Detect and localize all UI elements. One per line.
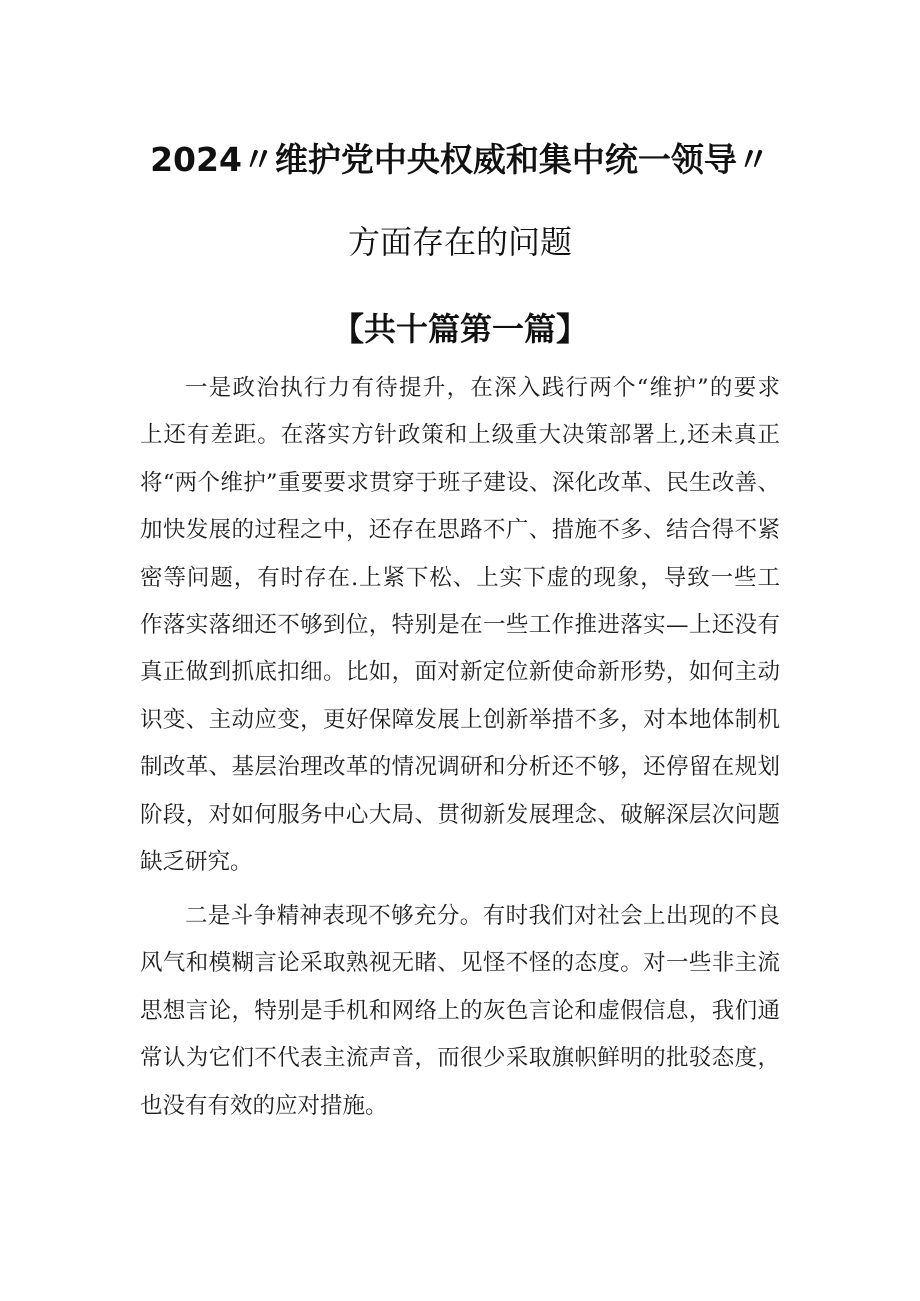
paragraph-line: 二是斗争精神表现不够充分。有时我们对社会上出现的不良: [185, 903, 780, 929]
paragraph-line: 将“两个维护”重要要求贯穿于班子建设、深化改革、民生改善、: [140, 469, 780, 496]
paragraph-line: 上还有差距。在落实方针政策和上级重大决策部署上,还未真正: [140, 422, 780, 449]
paragraph-line: 加快发展的过程之中，还存在思路不广、措施不多、结合得不紧: [140, 517, 780, 544]
document-title-line-1: 2024〃维护党中央权威和集中统一领导〃: [150, 140, 770, 179]
document-title-line-2: 方面存在的问题: [347, 223, 572, 261]
paragraph-1: [140, 365, 780, 886]
paragraph-2: [140, 893, 780, 1130]
paragraph-line: 也没有有效的应对措施。: [140, 1092, 388, 1119]
paragraph-line: 一是政治执行力有待提升，在深入践行两个“维护”的要求: [185, 375, 780, 401]
paragraph-line: 制改革、基层治理改革的情况调研和分析还不够，还停留在规划: [140, 754, 780, 781]
paragraph-line: 风气和模糊言论采取熟视无睹、见怪不怪的态度。对一些非主流: [140, 950, 780, 977]
paragraph-line: 密等问题，有时存在.上紧下松、上实下虚的现象，导致一些工: [140, 564, 780, 591]
paragraph-line: 常认为它们不代表主流声音，而很少采取旗帜鲜明的批驳态度，: [140, 1045, 780, 1072]
paragraph-line: 缺乏研究。: [140, 848, 253, 875]
paragraph-line: 识变、主动应变，更好保障发展上创新举措不多，对本地体制机: [140, 706, 780, 733]
paragraph-line: 阶段，对如何服务中心大局、贯彻新发展理念、破解深层次问题: [140, 801, 780, 828]
paragraph-line: 思想言论，特别是手机和网络上的灰色言论和虚假信息，我们通: [140, 997, 780, 1024]
paragraph-line: 作落实落细还不够到位，特别是在一些工作推进落实—上还没有: [140, 611, 780, 638]
paragraph-line: 真正做到抓底扣细。比如，面对新定位新使命新形势，如何主动: [140, 659, 780, 686]
document-title-series-label: 【共十篇第一篇】: [331, 310, 588, 348]
